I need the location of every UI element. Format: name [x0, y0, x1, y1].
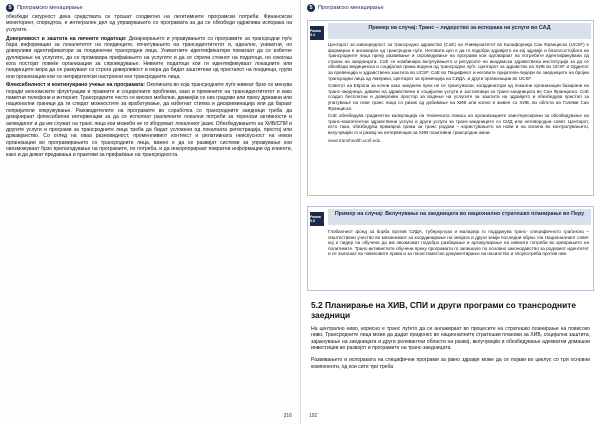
chapter-title: Програмско менаџирање	[318, 5, 384, 11]
left-page-body	[6, 14, 292, 161]
box-paragraph: Центарот за извонредност за трансродно здравство (CoE) на Универзитетот во Калифорнија Сан Франциско (UCSF) е формиран е ангажиран од трансродни луѓе. Неговата цел е да го подобри здравјето на кој здравје и благосостојбата на трансродните лица преку развивање и спроведување на програми кои одговараат на потребите идентификувани од страна на заедницата. CoE се комбинира вклучувањето и ресурсите на академска здравствена институција за да се обезбеди медицинска и социјална грижа водена од трансродни луѓе. Центарот за здравство на ХИВ во UCSF и Одделот за превенција и здравствена заштита во UCSF, CoE во Пацификот и неговите пријатели-лидери во заедниците на бројни трансродни лица од Америка, Центарот за превенција на СИДА, и други организации во UCSF.	[328, 42, 589, 81]
privacy-paragraph	[6, 36, 292, 80]
privacy-heading: Доверливост и заштита на личните податоци:	[6, 35, 127, 42]
box-title: Пример на случај: Транс – лидерство за испорака на услуги во САД	[328, 23, 591, 39]
chapter-badge: 5	[307, 4, 315, 12]
box-paragraph: Глобалниот фонд за борба против СИДА, туберкулоза и маларија го поддржува транс- специфичното граѓанско – општествени учество во механизмот за координирање на земјата и други земји последни обуки. На Националниот совет кој е лидер на обучена да им овозможат подобро разбирање и артикулирање на нивните потреби во креирањето на политиките. Транс-активистите обучени преку програмата го запишале по основно законодавство за родовиот идентитет и се залагаат на човековите права и за посистематско документирање на насилство и злоупотреба против нив.	[328, 229, 589, 257]
box-link[interactable]: www.transhealth.ucsf.edu	[328, 137, 381, 143]
box-tab	[308, 207, 326, 290]
chapter-title: Програмско менаџирање	[17, 5, 83, 11]
section-body	[311, 326, 590, 376]
box-paragraph: СоЕ обезбедува градиентна калкулација на техничката помош на организациите заинтересирани за обезбедување на транс-компетентни здравствени услуги и други услуги за транс-заедниците со СИД или неговородни совет. Центарот, исто така, обезбедува примарна грижа за транс родови – користувањето на нови и на силина во контролувањето, вклучувајќи го и развој на интервенции за ХИВ позитивни трансродни жени.	[328, 113, 589, 135]
flexibility-paragraph	[6, 82, 292, 158]
chapter-badge: 5	[6, 4, 14, 12]
box-body	[328, 42, 589, 145]
flexibility-heading: Флексибилност и континуирано учење на програмата:	[6, 82, 145, 89]
right-page	[300, 0, 600, 424]
box-tab	[308, 21, 326, 195]
box-title: Пример на случај: Вклучување на заедницата во национално стратешко планирање во Перу	[328, 209, 591, 225]
right-page-header	[307, 4, 384, 12]
case-study-box-5-4	[307, 20, 594, 196]
flexibility-text: Околината во која трансродните луѓе живеат брзо се менува поради економските флуктуации и правните и социјалните проблеми, како и промените на трансидентитетот и како паметни телефони и интернет. Трансродните често се високо мобилни, движејќи се низ градови или преку државни или национални граници да ги следат можностите за вработување, да избегнат стигма и дискриминација или да бараат попријатели опкружување. Раководителите на програмите во соработка со трансродните заедници треба да дизајнираат флексибилни интервенции за да се исполнат различните локални потреби за теренски активности и аководинот и да им служат на транс лица кои можеби не го зборуваат локалниот јазик. Обезбедувањето на ХИВ/СПИ и другите услуги и програми за трансродните лица треба да бидат условени од локалната регистрација, престој или државјанство. Со оглед на оваа разновидност, променливиот контекст и релативната неискусност на некои организации во програмирањето со трансродните лица, важно е да се развијат системи за управување кои овозможуваат брзо прилагодување на програмите, по потреба, и да инкорпорираат повратни информации од клиенти, како и да дожат предавања и практики за прифаќање на трансродноста.	[6, 82, 292, 159]
box-tab-label: Рамка 5.4	[310, 26, 324, 40]
box-body	[328, 229, 589, 259]
box-link-paragraph	[328, 138, 589, 144]
left-page-number: 316	[283, 413, 292, 419]
privacy-text: Дизајнирањето и управувањето со програмите за трансродни луѓе бара информации за локалитетот на поединците, почитувањето на трансидентитетот и, идеално, уникатни, но доверливи идентификатори за поединечни трансродни лица. Уникатните идентификатори помагаат да се избегне дуплирање на услугите, да се промовира прифаќањето на услугите и да се спречи стекнот на податоци, но секогаш кога постојат повеќе организации за спроведување. Нивните податоци кои ги идентификуваат локациите или поединците мора да се раккуваат со строга доверливост и мора да бидат заштитени од пристапот на поединци, групи или организации кои се непријателски настроени кон трансродните лица.	[6, 35, 292, 80]
intro-paragraph: обезбеди сигурност дека средствата се трошат соодветно на легитимните програмски потреби. Финансиски мониторинг, споредтоа, е интегрален дел од управувањето со програмата за да се обезбеди одржлива испорака на услугите.	[6, 14, 292, 33]
section-title: 5.2 Планирање на ХИВ, СПИ и други програми со трансродните заедници	[311, 300, 577, 320]
right-page-number: 192	[309, 413, 318, 419]
box-paragraph: Советот на Европа за кочни како заедничк прок не се трансуваски, координатори од локални организации базирани на транс-заедница, давачи на здравствени и социјални услуги и застапници за транс-заедницата во Сан Франциско. СоЕ создал бесплатни и доверливи простор за водење на услугите за заштита на здравјето и обезбедува пристап за упатување на секи транс лица со ризик од добивање на ХИВ или колно е живее со ХИВ, во облста на Големи Сан Франциско.	[328, 83, 589, 111]
left-page-header	[6, 4, 83, 12]
section-paragraph: Развивањето и испораката на специфични програми за јавно здравје може да се појави во циклус со три основни компоненти, од кои сите три треба	[311, 357, 590, 370]
box-tab-label: Рамка 5.5	[310, 212, 324, 226]
section-paragraph: На централно ниво, корисно е транс луѓето да се ангажираат во процесите на стратешко планирање на повисоко ниво. Трансродните лица може да дадат придонес во националните стратешки планови за ХИВ, социјална заштита, зајакнување на заедницата и други релевантни области на развој, вклучувајќи и обезбедување адекватни домашни инвестиции во развојот и програмите на транс-заедницата.	[311, 326, 590, 352]
case-study-box-5-5	[307, 206, 594, 291]
